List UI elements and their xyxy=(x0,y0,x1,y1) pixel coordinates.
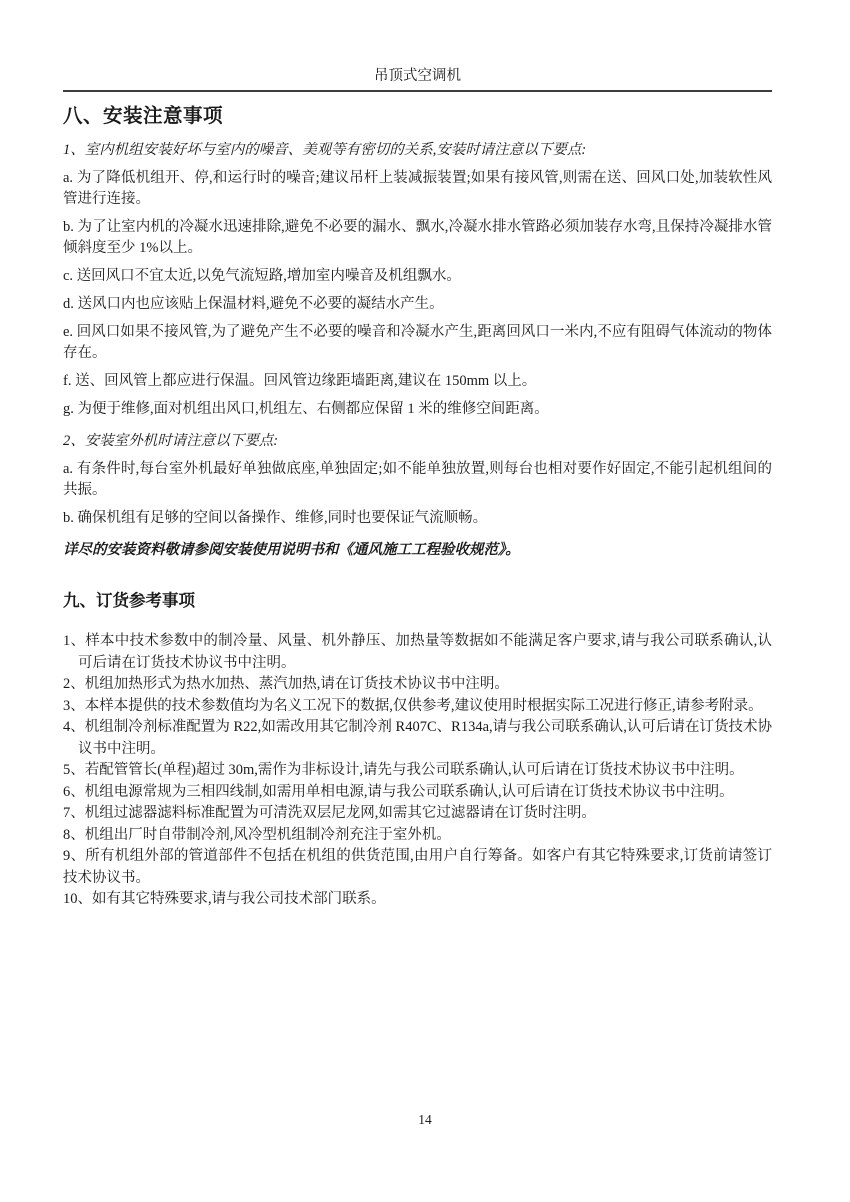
section-8-item-a: a. 为了降低机组开、停,和运行时的噪音;建议吊杆上装减振装置;如果有接风管,则需在送、回风口处,加装软性风管进行连接。 xyxy=(63,170,772,207)
section-8-outdoor-item-a: a. 有条件时,每台室外机最好单独做底座,单独固定;如不能单独放置,则每台也相对要作好固定,不能引起机组间的共振。 xyxy=(63,461,772,498)
page-header xyxy=(63,66,772,92)
list-item-2: 2、机组加热形式为热水加热、蒸汽加热,请在订货技术协议书中注明。 xyxy=(63,676,509,692)
list-item-8: 8、机组出厂时自带制冷剂,风冷型机组制冷剂充注于室外机。 xyxy=(63,826,451,843)
list-item-5: 5、若配管管长(单程)超过 30m,需作为非标设计,请先与我公司联系确认,认可后请在订货技术协议书中注明。 xyxy=(63,762,744,778)
list-item-6: 6、机组电源常规为三相四线制,如需用单相电源,请与我公司联系确认,认可后请在订货技术协议书中注明。 xyxy=(63,783,734,800)
section-8-item-e: e. 回风口如果不接风管,为了避免产生不必要的噪音和冷凝水产生,距离回风口一米内,不应有阻碍气体流动的物体存在。 xyxy=(63,324,772,361)
list-item-3: 3、本样本提供的技术参数值均为名义工况下的数据,仅供参考,建议使用时根据实际工况进行修正,请参考附录。 xyxy=(63,697,763,714)
section-8-item-f: f. 送、回风管上都应进行保温。回风管边缘距墙距离,建议在 150mm 以上。 xyxy=(63,373,537,389)
section-9-title: 九、订货参考事项 xyxy=(63,591,195,610)
list-item-4: 4、机组制冷剂标准配置为 R22,如需改用其它制冷剂 R407C、R134a,请与我公司联系确认,认可后请在订货技术协议书中注明。 xyxy=(63,719,772,757)
section-8-item-c: c. 送回风口不宜太近,以免气流短路,增加室内噪音及机组飘水。 xyxy=(63,268,461,284)
list-item-10: 10、如有其它特殊要求,请与我公司技术部门联系。 xyxy=(63,891,386,907)
section-8-title: 八、安装注意事项 xyxy=(63,106,224,127)
ordering-notes-list xyxy=(63,631,772,911)
section-8-intro-2: 2、安装室外机时请注意以下要点: xyxy=(63,433,279,449)
section-8-item-d: d. 送风口内也应该贴上保温材料,避免不必要的凝结水产生。 xyxy=(63,296,444,312)
section-8-outdoor-item-b: b. 确保机组有足够的空间以备操作、维修,同时也要保证气流顺畅。 xyxy=(63,510,488,526)
section-8-item-g: g. 为便于维修,面对机组出风口,机组左、右侧都应保留 1 米的维修空间距离。 xyxy=(63,401,549,417)
header-title: 吊顶式空调机 xyxy=(374,68,461,84)
section-8-item-b: b. 为了让室内机的冷凝水迅速排除,避免不必要的漏水、飘水,冷凝水排水管路必须加装存水弯,且保持冷凝排水管倾斜度至少 1%以上。 xyxy=(63,219,772,256)
page-content xyxy=(63,66,772,911)
section-8-intro-1: 1、室内机组安装好坏与室内的噪音、美观等有密切的关系,安装时请注意以下要点: xyxy=(63,142,587,158)
list-item-9: 9、所有机组外部的管道部件不包括在机组的供货范围,由用户自行筹备。如客户有其它特殊要求,订货前请签订技术协议书。 xyxy=(63,848,772,886)
page-number: 14 xyxy=(418,1112,432,1127)
list-item-7: 7、机组过滤器滤料标准配置为可清洗双层尼龙网,如需其它过滤器请在订货时注明。 xyxy=(63,805,596,821)
installation-reference-note: 详尽的安装资料敬请参阅安装使用说明书和《通风施工工程验收规范》。 xyxy=(63,542,520,558)
list-item-1: 1、样本中技术参数中的制冷量、风量、机外静压、加热量等数据如不能满足客户要求,请与我公司联系确认,认可后请在订货技术协议书中注明。 xyxy=(63,633,772,671)
